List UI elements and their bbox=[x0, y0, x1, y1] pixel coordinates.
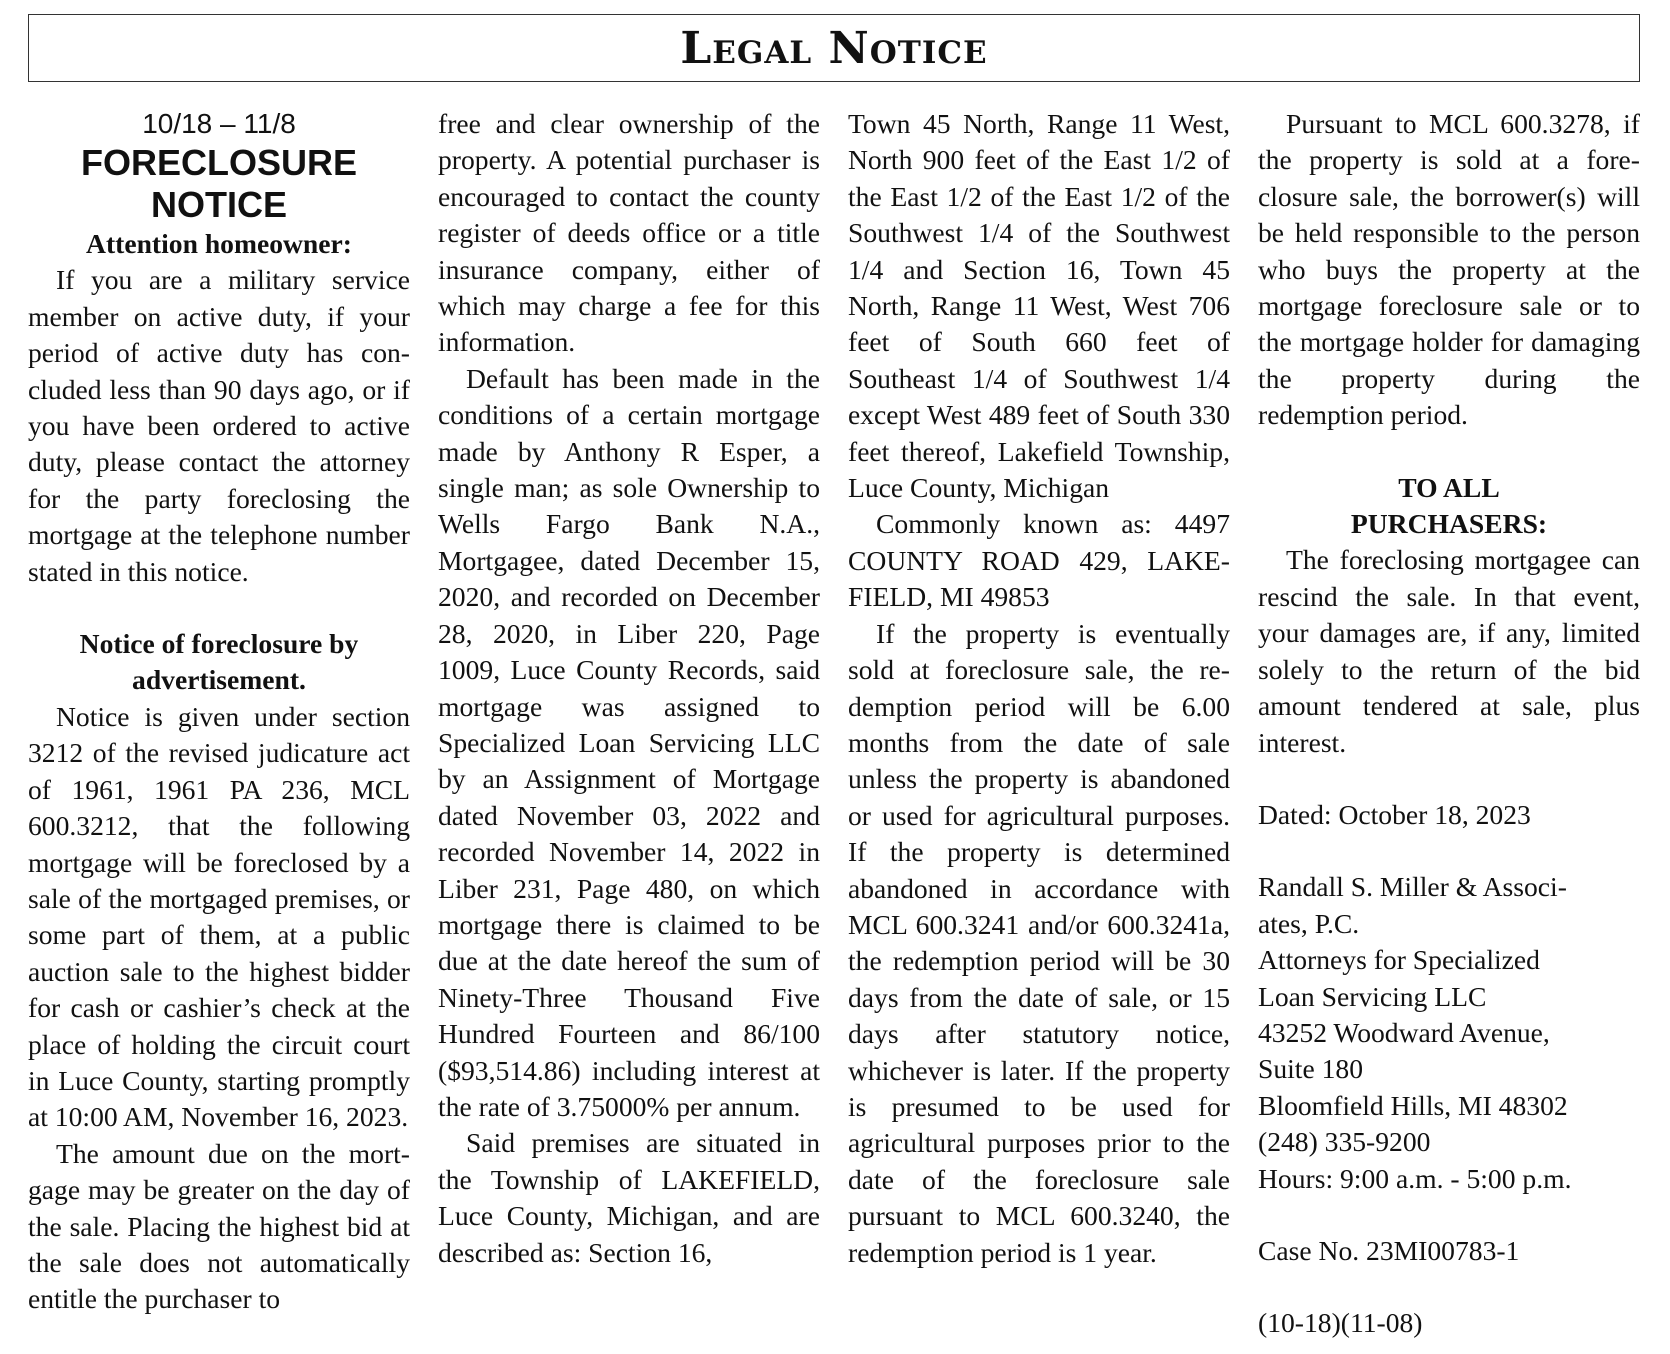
firm-name-line-1: Randall S. Miller & Associ- bbox=[1258, 871, 1567, 903]
legal-notice-banner: Legal Notice bbox=[28, 14, 1640, 82]
amount-due-paragraph: The amount due on the mortgage may be greater on the day of the sale. Placing the highest bid at the sale does not automatically entitle the purchaser to bbox=[28, 1137, 410, 1315]
commonly-known-paragraph: Commonly known as: 4497 COUNTY ROAD 429, LAKEFIELD, MI 49853 bbox=[848, 508, 1230, 613]
rescind-paragraph: The foreclosing mortgagee can rescind the sale. In that event, your damages are, if any, limited solely to the return of the bid amount tendered at sale, plus interest. bbox=[1258, 544, 1640, 758]
address-line-1: 43252 Woodward Avenue, bbox=[1258, 1016, 1550, 1048]
liability-paragraph: Pursuant to MCL 600.3278, if the property is sold at a foreclosure sale, the borrower(s) will be held responsible to the person who buys the property at the mortgage foreclosure sale or to the mortgage holder for damaging the property during the redemption period. bbox=[1258, 108, 1640, 431]
run-dates: (10-18)(11-08) bbox=[1258, 1307, 1423, 1339]
legal-description-paragraph: Town 45 North, Range 11 West, North 900 feet of the East 1/2 of the East 1/2 of the East 1/2 of the Southwest 1/4 of the Southwest 1/4 and Section 16, Town 45 North, Range 11 West, West 706 feet of South 660 feet of Southeast 1/4 of Southwest 1/4 except West 489 feet of South 330 feet thereof, Lakefield Township, Luce County, Michigan bbox=[848, 108, 1230, 504]
redemption-period-paragraph: If the property is eventually sold at foreclosure sale, the redemption period will be 6.00 months from the date of sale unless the property is abandoned or used for agricultural purposes. If the property is determined abandoned in accordance with MCL 600.3241 and/or 600.3241a, the redemption period will be 30 days from the date of sale, or 15 days after statutory notice, whichever is later. If the property is presumed to be used for agricultural purposes prior to the date of the foreclosure sale pursuant to MCL 600.3240, the redemption period is 1 year. bbox=[848, 617, 1230, 1268]
dated-line: Dated: October 18, 2023 bbox=[1258, 798, 1531, 830]
city-line: Bloomfield Hills, MI 48302 bbox=[1258, 1089, 1568, 1121]
column-2 bbox=[438, 106, 820, 1271]
attorneys-line-1: Attorneys for Specialized bbox=[1258, 944, 1540, 976]
ownership-paragraph: free and clear ownership of the property. A potential purchaser is encouraged to contact the county register of deeds office or a title insurance company, either of which may charge a fee for this information. bbox=[438, 108, 820, 358]
attention-heading: Attention homeowner: bbox=[86, 228, 352, 259]
firm-name-line-2: ates, P.C. bbox=[1258, 907, 1360, 939]
foreclosure-heading-line-2: NOTICE bbox=[150, 184, 287, 225]
premises-paragraph: Said premises are situated in the Township of LAKEFIELD, Luce County, Michigan, and are described as: Section 16, bbox=[438, 1127, 820, 1268]
hours-line: Hours: 9:00 a.m. - 5:00 p.m. bbox=[1258, 1162, 1572, 1194]
phone-line: (248) 335-9200 bbox=[1258, 1126, 1431, 1158]
publication-dates: 10/18 – 11/8 bbox=[142, 108, 296, 139]
sale-notice-paragraph: Notice is given under section 3212 of the revised judicature act of 1961, 1961 PA 236, MCL 600.3212, that the following mortgage will be foreclosed by a sale of the mortgaged premises, or some part of them, at a public auction sale to the highest bidder for cash or cashier’s check at the place of holding the circuit court in Luce County, starting promptly at 10:00 AM, November 16, 2023. bbox=[28, 700, 410, 1133]
legal-notice-page bbox=[28, 14, 1642, 1344]
military-notice-paragraph: If you are a military service member on active duty, if your period of active duty has concluded less than 90 days ago, or if you have been ordered to active duty, please contact the attorney for the party foreclosing the mortgage at the telephone number stated in this notice. bbox=[28, 264, 410, 587]
notice-by-advertisement-heading-line-2: advertisement. bbox=[132, 664, 306, 696]
foreclosure-heading-line-1: FORECLOSURE bbox=[80, 142, 357, 183]
default-paragraph: Default has been made in the conditions of a certain mortgage made by Anthony R Esper, a single man; as sole Ownership to Wells Fargo Bank N.A., Mortgagee, dated December 15, 2020, and recorded on December 28, 2020, in Liber 220, Page 1009, Luce County Records, said mortgage was assigned to Specialized Loan Servicing LLC by an Assignment of Mortgage dated November 03, 2022 and recorded November 14, 2022 in Liber 231, Page 480, on which mortgage there is claimed to be due at the date hereof the sum of Ninety-Three Thousand Five Hundred Fourteen and 86/100 ($93,514.86) including interest at the rate of 3.75000% per annum. bbox=[438, 362, 820, 1122]
column-1 bbox=[28, 106, 410, 1318]
purchasers-heading-line-2: PURCHASERS: bbox=[1350, 508, 1548, 540]
address-line-2: Suite 180 bbox=[1258, 1053, 1364, 1085]
column-4 bbox=[1258, 106, 1640, 1342]
column-3 bbox=[848, 106, 1230, 1271]
case-number: Case No. 23MI00783-1 bbox=[1258, 1234, 1520, 1266]
purchasers-heading-line-1: TO ALL bbox=[1398, 471, 1500, 503]
attorneys-line-2: Loan Servicing LLC bbox=[1258, 980, 1487, 1012]
notice-by-advertisement-heading-line-1: Notice of foreclosure by bbox=[79, 628, 359, 660]
